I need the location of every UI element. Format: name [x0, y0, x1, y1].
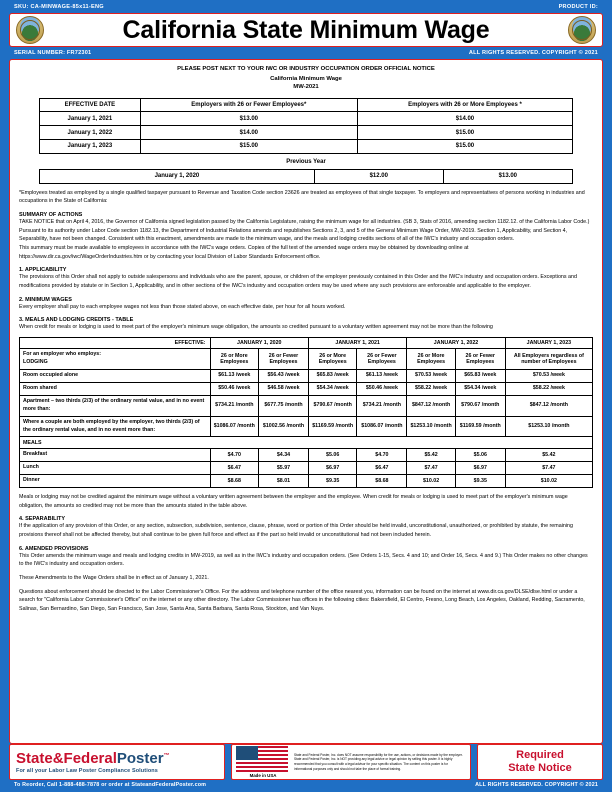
table-row	[20, 369, 593, 382]
notice-order-number: MW-2021	[293, 84, 319, 91]
cell-value: $58.22 /week	[505, 382, 592, 395]
cell-value: $4.70	[210, 448, 258, 461]
sku-strip	[0, 0, 612, 13]
cell-value: $1253.10 /month	[407, 416, 455, 437]
employer-label-line2: LODGING	[23, 359, 48, 366]
row-label: Apartment – two thirds (2/3) of the ordinary rental value, and in no event more than:	[20, 396, 211, 417]
cell-value: $46.58 /week	[259, 382, 309, 395]
flag-canton	[236, 746, 258, 760]
amended-paragraph-2: These Amendments to the Wage Orders shall be in effect as of January 1, 2021.	[19, 574, 209, 581]
serial-strip	[0, 47, 612, 59]
meals-band-label: MEALS	[20, 437, 593, 448]
trademark-icon: ™	[163, 752, 170, 759]
brand-poster-word: Poster	[116, 749, 164, 767]
cell-value: $5.06	[308, 448, 356, 461]
serial-number: SERIAL NUMBER: FR72301	[14, 50, 92, 56]
minimum-wages-paragraph: Every employer shall pay to each employee wages not less than those stated above, on each effective date, per hour for all hours worked.	[19, 303, 346, 310]
separability-paragraph: If the application of any provision of this Order, or any section, subsection, subdivision, sentence, clause, phrase, word or portion of this Order should be held invalid, unconstitutional, unauthorized, or prohibited by statute, the remaining provisions thereof shall not be affected thereby, but shall continue to be given full force and effect as if the part so held invalid or unconstitutional had not been included herein.	[19, 523, 573, 538]
table-header-row	[40, 98, 573, 112]
table-row	[20, 396, 593, 417]
required-state-notice-box	[477, 744, 603, 780]
notice-subtitle: California Minimum Wage	[270, 75, 342, 82]
summary-heading: SUMMARY OF ACTIONS	[19, 211, 83, 218]
cell-value: $5.42	[505, 448, 592, 461]
row-label: Room shared	[20, 382, 211, 395]
column-header: EFFECTIVE DATE	[40, 98, 141, 112]
cell-value: $6.47	[210, 461, 258, 474]
row-label: Where a couple are both employed by the employer, two thirds (2/3) of the ordinary rental value, and in no event more than:	[20, 416, 211, 437]
separability-heading: 4. SEPARABILITY	[19, 516, 66, 523]
row-label: Lunch	[20, 461, 211, 474]
questions-paragraph: Questions about enforcement should be directed to the Labor Commissioner's Office. For the address and telephone number of the office nearest you, information can be found on the internet at www.dir.ca.gov/DLSE/dlse.html or under a search for "California Labor Commissioner's Office" on the internet or any other directory. The Labor Commissioner has offices in the following cities: Bakersfield, El Centro, Fresno, Long Beach, Los Angeles, Oakland, Redding, Sacramento, Salinas, San Bernardino, San Diego, San Francisco, San Jose, Santa Ana, Santa Barbara, Santa Rosa, Stockton, and Van Nuys.	[19, 588, 585, 612]
california-state-seal-icon-right	[568, 16, 596, 44]
made-in-usa-label: Made in USA	[249, 772, 277, 778]
cell-wage-fewer: $12.00	[314, 169, 443, 183]
table-subheader-row	[20, 349, 593, 370]
copyright-top: ALL RIGHTS RESERVED. COPYRIGHT © 2021	[468, 50, 598, 56]
applicability-heading: 1. APPLICABILITY	[19, 267, 67, 274]
minimum-wage-table	[39, 98, 573, 154]
footnote-text: *Employees treated as employed by a single qualified taxpayer pursuant to Revenue and Taxation Code section 23626 are treated as employees of that single taxpayer. To employers and representatives of persons working in industries and occupations in the State of California:	[19, 189, 585, 205]
cell-value: $10.02	[407, 474, 455, 487]
brand-federal-word: Federal	[63, 749, 117, 767]
required-line-1: Required	[516, 748, 564, 761]
sku-label: SKU: CA-MINWAGE-85x11-ENG	[14, 3, 104, 10]
cell-value: $1002.56 /month	[259, 416, 309, 437]
cell-value: $8.01	[259, 474, 309, 487]
applicability-paragraph: The provisions of this Order shall not apply to outside salespersons and individuals who are the parent, spouse, or children of the employer previously contained in this Order and the IWC's industry and occupation orders. Exceptions and modifications provided by statute or in Section 1, Applicability, and in other sections of the IWC's industry and occupation orders may be used where any such provisions are enforceable and applicable to the employer.	[19, 274, 577, 289]
table-row	[40, 169, 573, 183]
employer-label-line1: For an employer who employs:	[23, 351, 101, 358]
table-row	[20, 382, 593, 395]
cell-value: $50.46 /week	[357, 382, 407, 395]
cell-wage-fewer: $13.00	[140, 112, 357, 126]
cell-value: $5.97	[259, 461, 309, 474]
table-row	[20, 416, 593, 437]
disclaimer-box	[231, 744, 471, 780]
brand-state-word: State	[16, 749, 53, 767]
cell-value: $1253.10 /month	[505, 416, 592, 437]
flag-group	[236, 746, 290, 778]
row-label: Dinner	[20, 474, 211, 487]
cell-value: $65.83 /week	[455, 369, 505, 382]
brand-ampersand: &	[52, 749, 64, 767]
previous-year-table	[39, 169, 573, 184]
previous-year-label: Previous Year	[286, 158, 326, 165]
employer-label	[20, 349, 211, 370]
cell-effective-date: January 1, 2022	[40, 126, 141, 140]
product-id-label: PRODUCT ID:	[558, 3, 598, 10]
subheader: 26 or Fewer Employees	[455, 349, 505, 370]
date-header-2020: JANUARY 1, 2020	[210, 337, 308, 348]
amended-provisions-heading: 6. AMENDED PROVISIONS	[19, 545, 89, 552]
cell-value: $54.34 /week	[455, 382, 505, 395]
cell-value: $58.22 /week	[407, 382, 455, 395]
cell-value: $56.43 /week	[259, 369, 309, 382]
date-header-2022: JANUARY 1, 2022	[407, 337, 505, 348]
footer-strip	[0, 780, 612, 788]
cell-value: $734.21 /month	[357, 396, 407, 417]
table-row	[20, 461, 593, 474]
table-row	[20, 448, 593, 461]
cell-value: $1169.59 /month	[308, 416, 356, 437]
table-row	[20, 474, 593, 487]
meals-lodging-paragraph: When credit for meals or lodging is used to meet part of the employer's minimum wage obligation, the amounts so credited pursuant to a voluntary written agreement may not be more than the following	[19, 324, 493, 331]
cell-value: $8.68	[357, 474, 407, 487]
poster-title-band	[9, 13, 603, 47]
subheader: All Employers regardless of number of Employees	[505, 349, 592, 370]
brand-logo-box	[9, 744, 225, 780]
cell-value: $1086.07 /month	[210, 416, 258, 437]
cell-value: $1086.07 /month	[357, 416, 407, 437]
cell-value: $61.13 /week	[210, 369, 258, 382]
column-header: Employers with 26 or More Employees *	[357, 98, 572, 112]
reorder-text: To Reorder, Call 1-888-488-7878 or order at StateandFederalPoster.com	[14, 782, 207, 788]
table-row	[40, 112, 573, 126]
table-header-row	[20, 337, 593, 348]
cell-value: $6.47	[357, 461, 407, 474]
cell-effective-date: January 1, 2020	[40, 169, 315, 183]
effective-label: EFFECTIVE:	[20, 337, 211, 348]
usa-flag-icon	[236, 746, 288, 772]
summary-paragraph-2: This summary must be made available to employees in accordance with the IWC's wage orders. Copies of the full text of the amended wage orders may be obtained by downloading online at https://www.dir.ca.gov/iwc/WageOrderIndustries.htm or by contacting your local Division of Labor Standards Enforcement office.	[19, 244, 469, 260]
poster-body	[9, 59, 603, 744]
brand-tagline: For all your Labor Law Poster Compliance Solutions	[16, 767, 158, 774]
cell-value: $7.47	[505, 461, 592, 474]
cell-value: $790.67 /month	[455, 396, 505, 417]
cell-wage-more: $14.00	[357, 112, 572, 126]
meals-band-row	[20, 437, 593, 448]
date-header-2021: JANUARY 1, 2021	[308, 337, 406, 348]
poster-footer	[0, 740, 612, 792]
footer-boxes-row	[0, 740, 612, 780]
cell-value: $65.83 /week	[308, 369, 356, 382]
cell-value: $61.13 /week	[357, 369, 407, 382]
cell-wage-fewer: $14.00	[140, 126, 357, 140]
cell-value: $6.97	[308, 461, 356, 474]
column-header: Employers with 26 or Fewer Employees*	[140, 98, 357, 112]
cell-wage-more: $15.00	[357, 140, 572, 154]
cell-value: $70.53 /week	[505, 369, 592, 382]
cell-value: $70.53 /week	[407, 369, 455, 382]
cell-value: $10.02	[505, 474, 592, 487]
cell-value: $5.06	[455, 448, 505, 461]
subheader: 26 or More Employees	[308, 349, 356, 370]
california-state-seal-icon-left	[16, 16, 44, 44]
disclaimer-text: State and Federal Poster, Inc. does NOT assume responsibility for the use, actions, or decisions made by the employer. State and Federal Poster, Inc. is NOT providing any legal advice or legal opinion by selling this poster. It is highly recommended that you consult with a legal advisor for your specific situation. The content on this poster is for informational purposes only and should not take the place of formal training.	[294, 752, 463, 771]
cell-effective-date: January 1, 2023	[40, 140, 141, 154]
cell-value: $734.21 /month	[210, 396, 258, 417]
cell-value: $8.68	[210, 474, 258, 487]
cell-value: $50.46 /week	[210, 382, 258, 395]
cell-value: $847.12 /month	[505, 396, 592, 417]
cell-value: $6.97	[455, 461, 505, 474]
subheader: 26 or More Employees	[407, 349, 455, 370]
required-line-2: State Notice	[508, 762, 572, 774]
cell-value: $677.75 /month	[259, 396, 309, 417]
table-row	[40, 140, 573, 154]
cell-wage-fewer: $15.00	[140, 140, 357, 154]
cell-wage-more: $13.00	[443, 169, 572, 183]
table-row	[40, 126, 573, 140]
cell-value: $790.67 /month	[308, 396, 356, 417]
meals-lodging-heading: 3. MEALS AND LODGING CREDITS - TABLE	[19, 317, 134, 324]
notice-headline: PLEASE POST NEXT TO YOUR IWC OR INDUSTRY OCCUPATION ORDER OFFICIAL NOTICE	[177, 66, 435, 72]
date-header-2023: JANUARY 1, 2023	[505, 337, 592, 348]
cell-wage-more: $15.00	[357, 126, 572, 140]
brand-wordmark	[16, 751, 218, 766]
cell-value: $4.70	[357, 448, 407, 461]
amended-paragraph-1: This Order amends the minimum wage and meals and lodging credits in MW-2019, as well as in the IWC's industry and occupation orders. (See Orders 1-15, Secs. 4 and 10; and Order 16, Secs. 4 and 9.) This Order makes no other changes to the IWC's industry and occupation orders.	[19, 552, 588, 568]
cell-value: $1169.59 /month	[455, 416, 505, 437]
row-label: Room occupied alone	[20, 369, 211, 382]
cell-value: $9.35	[455, 474, 505, 487]
cell-value: $7.47	[407, 461, 455, 474]
copyright-bottom: ALL RIGHTS RESERVED. COPYRIGHT © 2021	[475, 782, 598, 788]
minimum-wages-heading: 2. MINIMUM WAGES	[19, 296, 72, 303]
cell-value: $54.34 /week	[308, 382, 356, 395]
cell-value: $5.42	[407, 448, 455, 461]
subheader: 26 or Fewer Employees	[259, 349, 309, 370]
cell-value: $9.35	[308, 474, 356, 487]
subheader: 26 or Fewer Employees	[357, 349, 407, 370]
cell-effective-date: January 1, 2021	[40, 112, 141, 126]
meals-note-paragraph: Meals or lodging may not be credited against the minimum wage without a voluntary written agreement between the employer and the employee. When credit for meals or lodging is used to meet part of the employer's minimum wage obligation, the amounts so credited may not be more than the amounts stated in the table above.	[19, 493, 568, 509]
meals-lodging-credits-table	[19, 337, 593, 488]
page-title: California State Minimum Wage	[122, 15, 490, 44]
summary-paragraph-1: TAKE NOTICE that on April 4, 2016, the Governor of California signed legislation passed by the California Legislature, raising the minimum wage for all industries. (SB 3, Stats of 2016, amending section 1182.12. of the California Labor Code.) Pursuant to its authority under Labor Code section 1182.13, the Department of Industrial Relations amends and republishes Sections 2, 3, and 5 of the General Minimum Wage Order, MW-2019. Section 1, Applicability, and Section 4, Separability, have not been changed. Consistent with this enactment, amendments are made to the minimum wage, and the meals and lodging credits sections of all of the IWC's industry and occupation orders.	[19, 218, 590, 243]
cell-value: $847.12 /month	[407, 396, 455, 417]
row-label: Breakfast	[20, 448, 211, 461]
cell-value: $4.34	[259, 448, 309, 461]
subheader: 26 or More Employees	[210, 349, 258, 370]
